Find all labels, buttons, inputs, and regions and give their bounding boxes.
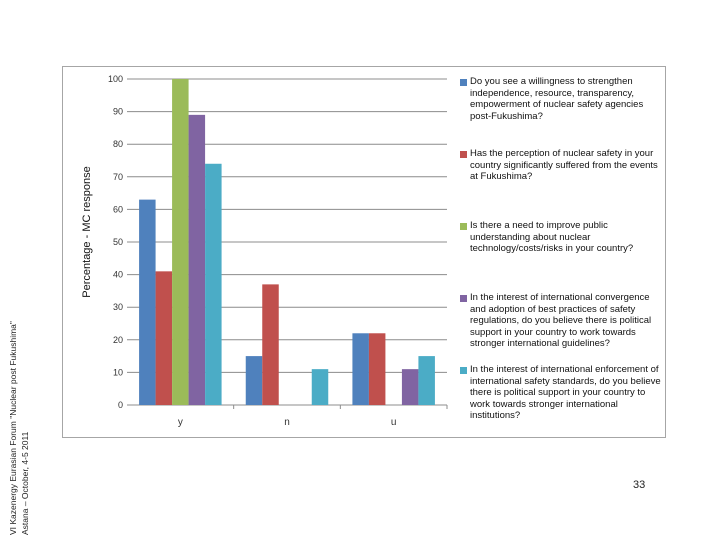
legend-item <box>458 148 663 183</box>
legend-swatch <box>460 151 467 158</box>
legend-swatch <box>460 367 467 374</box>
legend-item <box>458 220 663 255</box>
y-tick-label: 40 <box>112 269 123 280</box>
bar-n-series-2 <box>262 284 279 405</box>
forum-title-text: VI Kazenergy Eurasian Forum "Nuclear post Fukushima" <box>8 321 18 535</box>
x-category-label: n <box>284 417 290 428</box>
legend-swatch <box>460 79 467 86</box>
bar-u-series-1 <box>352 333 369 405</box>
bar-u-series-4 <box>402 369 419 405</box>
y-tick-label: 60 <box>112 204 123 215</box>
bar-n-series-1 <box>246 356 263 405</box>
bar-y-series-2 <box>156 271 173 405</box>
side-note <box>0 0 40 540</box>
y-tick-label: 100 <box>107 74 123 84</box>
y-tick-label: 90 <box>112 106 123 117</box>
y-tick-label: 80 <box>112 139 123 150</box>
x-category-label: u <box>390 417 397 428</box>
legend-swatch <box>460 223 467 230</box>
legend-swatch <box>460 295 467 302</box>
bar-y-series-3 <box>172 79 189 405</box>
y-tick-label: 0 <box>117 400 123 410</box>
y-tick-label: 30 <box>112 302 123 313</box>
y-axis-label: Percentage - MC response <box>81 166 93 298</box>
y-tick-label: 70 <box>112 171 123 182</box>
legend-label: In the interest of international convergence and adoption of best practices of safety regulations, do you believe there is political support in your country to work towards stronger international guidelines? <box>470 292 652 349</box>
y-tick-label: 20 <box>112 334 123 345</box>
legend-item <box>458 364 663 422</box>
page-number: 33 <box>633 479 646 491</box>
legend-item <box>458 292 663 350</box>
legend-label: Do you see a willingness to strengthen independence, resource, transparency, empowerment of nuclear safety agencies post-Fukushima? <box>470 76 644 122</box>
bar-y-series-1 <box>139 200 156 405</box>
bar-u-series-5 <box>418 356 435 405</box>
legend-label: Has the perception of nuclear safety in your country significantly suffered from the events at Fukushima? <box>470 148 658 182</box>
forum-date-text: Astana – October, 4-5 2011 <box>20 431 30 535</box>
y-tick-label: 10 <box>112 367 123 378</box>
bar-y-series-5 <box>205 164 222 405</box>
legend-label: In the interest of international enforcement of international safety standards, do you believe there is political support in your country to work towards stronger international institutions? <box>470 364 661 421</box>
legend-label: Is there a need to improve public understanding about nuclear technology/costs/risks in your country? <box>470 220 634 254</box>
bar-n-series-5 <box>312 369 329 405</box>
legend-item <box>458 76 663 122</box>
y-tick-label: 50 <box>112 237 123 247</box>
x-category-label: y <box>177 417 183 428</box>
bar-u-series-2 <box>369 333 386 405</box>
bar-y-series-4 <box>189 115 206 405</box>
